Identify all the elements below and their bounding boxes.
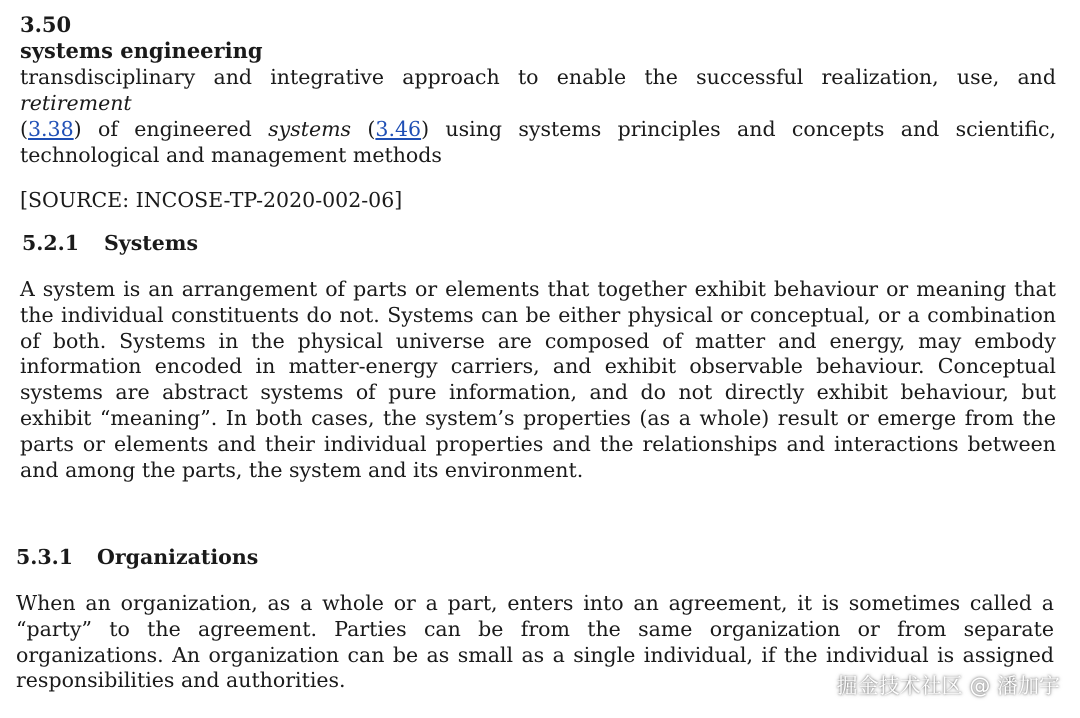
section-paragraph-systems: A system is an arrangement of parts or elements that together exhibit behaviour or meaning that the individual constituents do not. Systems can be either physical or conceptual, or a combination of both. Systems in the physical universe are composed of matter and energy, may embody information encoded in matter-energy carriers, and exhibit observable behaviour. Conceptual systems are abstract systems of pure information, and do not directly exhibit behaviour, but exhibit “meaning”. In both cases, the system’s properties (as a whole) result or emerge from the parts or elements and their individual properties and the relationships and interactions between and among the parts, the system and its environment.: [20, 277, 1056, 482]
section-title: Organizations: [97, 545, 259, 569]
definition-text: ) of engineered: [73, 117, 269, 141]
term-source: [SOURCE: INCOSE-TP-2020-002-06]: [20, 188, 403, 212]
watermark: 掘金技术社区 @ 潘加宇: [836, 674, 1060, 698]
section-paragraph-organizations: When an organization, as a whole or a part, enters into an agreement, it is sometimes called a “party” to the agreement. Parties can be from the same organization or from separate organizations. An organization can be as small as a single individual, if the individual is assigned responsibilities and authorities.: [16, 591, 1054, 693]
definition-italic-retirement: retirement: [20, 91, 132, 115]
section-number: 5.3.1: [16, 545, 74, 569]
reference-link-3-46[interactable]: 3.46: [375, 117, 422, 141]
term-definition: [20, 64, 1056, 168]
definition-text: (: [351, 117, 376, 141]
section-heading-systems: [22, 230, 198, 256]
term-number: 3.50: [20, 12, 72, 37]
definition-text: ) using systems principles and concepts and scientific, technological and management methods: [20, 117, 1056, 167]
section-heading-organizations: [16, 544, 258, 570]
term-title: systems engineering: [20, 38, 263, 63]
reference-link-3-38[interactable]: 3.38: [28, 117, 74, 141]
section-title: Systems: [104, 231, 199, 255]
section-number: 5.2.1: [22, 231, 80, 255]
definition-italic-systems: systems: [268, 117, 352, 141]
definition-text: (: [20, 117, 28, 141]
definition-text: transdisciplinary and integrative approach to enable the successful realization, use, and: [20, 65, 1056, 89]
term-entry-3-50: [20, 12, 1056, 213]
